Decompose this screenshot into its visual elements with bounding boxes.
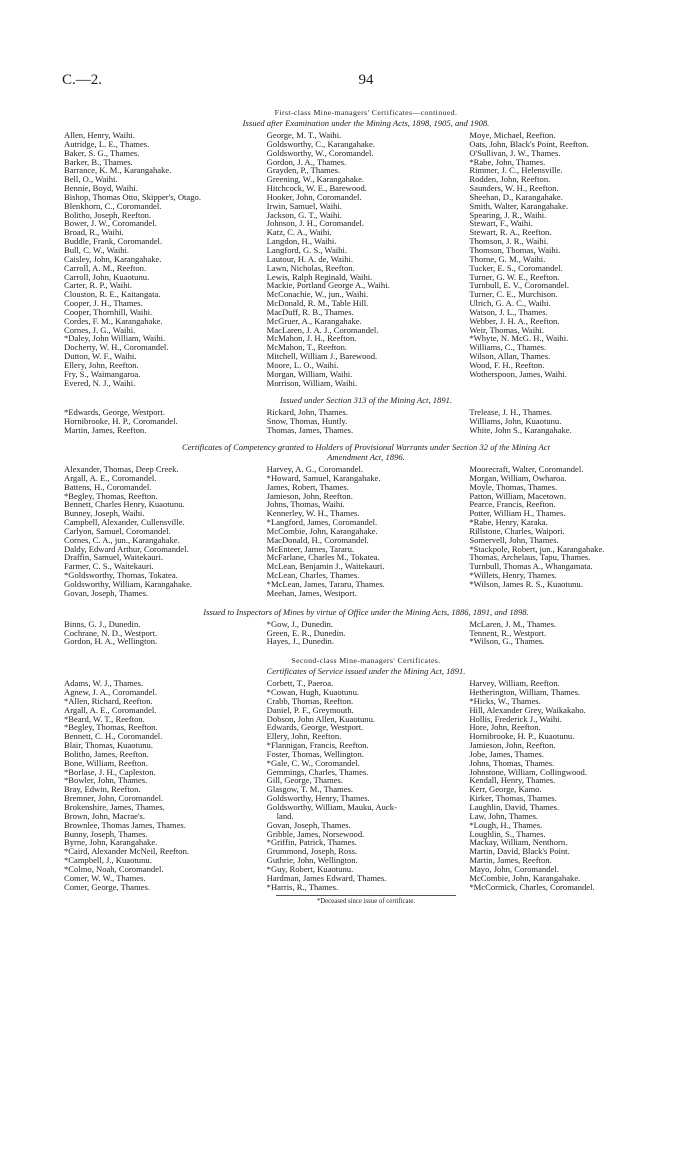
name-columns (62, 408, 670, 435)
list-item: *Edwards, George, Westport. (64, 407, 165, 418)
list-item: Ellery, John, Reefton. (266, 731, 342, 742)
list-item: *Goldsworthy, Thomas, Tokatea. (64, 570, 178, 581)
list-item: Corbett, T., Paeroa. (266, 678, 334, 689)
list-item: Lautour, H. A. de, Waihi. (266, 253, 354, 264)
footnote: *Deceased since issue of certificate. (316, 898, 416, 906)
list-item: Webber, J. H. A., Reefton. (469, 315, 560, 326)
name-columns (62, 131, 670, 387)
list-item: Loughlin, S., Thames. (469, 828, 546, 839)
list-item: Gordon, H. A., Wellington. (64, 636, 158, 647)
list-item: *Gow, J., Dunedin. (266, 618, 333, 629)
list-item: Wotherspoon, James, Waihi. (469, 368, 567, 379)
list-item: *Rabe, John, Thames. (469, 156, 546, 167)
list-item: *Daley, John William, Waihi. (64, 333, 166, 344)
footnote-rule (276, 895, 456, 896)
list-item: Lawn, Nicholas, Reefton. (266, 262, 355, 273)
list-item: Evered, N. J., Waihi. (64, 377, 136, 388)
list-item: Morrison, William, Waihi. (266, 377, 358, 388)
list-item: Stewart, R. A., Reefton. (469, 227, 552, 238)
name-column (467, 408, 670, 435)
list-item: Williams, John, Kuaotunu. (469, 416, 562, 427)
list-item: Bishop, Thomas Otto, Skipper's, Otago. (64, 191, 201, 202)
list-item: *Begley, Thomas, Reefton. (64, 722, 158, 733)
list-item: *Gale, C. W., Coromandel. (266, 757, 360, 768)
list-item: Autridge, L. E., Thames. (64, 138, 150, 149)
certificate-section (62, 395, 670, 435)
list-item: Law, John, Thames. (469, 810, 539, 821)
list-item: Broad, R., Waihi. (64, 227, 124, 238)
list-item: Gill, George, Thames. (266, 775, 343, 786)
list-item: Bell, O., Waihi. (64, 174, 118, 185)
list-item: Rillstone, Charles, Waipori. (469, 525, 565, 536)
document-code: C.—2. (62, 72, 103, 88)
list-item: Moyle, Thomas, Thames. (469, 481, 558, 492)
list-item: *Willets, Henry, Thames. (469, 570, 557, 581)
list-item: *Stackpole, Robert, jun., Karangahake. (469, 543, 605, 554)
list-item: Pearce, Francis, Reefton. (469, 499, 556, 510)
list-item: Cornes, J. G., Waihi. (64, 324, 136, 335)
list-item: *Griffin, Patrick, Thames. (266, 837, 357, 848)
list-item: White, John S., Karangahake. (469, 425, 572, 436)
list-item: Hayes, J., Dunedin. (266, 636, 334, 647)
list-item: Binns, G. J., Dunedin. (64, 618, 141, 629)
list-item: Thomson, Thomas, Waihi. (469, 244, 561, 255)
list-item: Goldsworthy, William, Karangahake. (64, 578, 193, 589)
list-item: Comer, W. W., Thames. (64, 872, 146, 883)
list-item: Blair, Thomas, Kuaotunu. (64, 740, 154, 751)
list-item: Cooper, Thornhill, Waihi. (64, 306, 153, 317)
list-item: Meehan, James, Westport. (266, 587, 357, 598)
list-item: Johnstone, William, Collingwood. (469, 766, 588, 777)
list-item: *McLean, James, Tararu, Thames. (266, 578, 385, 589)
list-item: McDonald, R. M., Table Hill. (266, 298, 369, 309)
list-item: Docherty, W. H., Coromandel. (64, 342, 169, 353)
list-item: *Allen, Richard, Reefton. (64, 695, 153, 706)
list-item: Gordon, J. A., Thames. (266, 156, 347, 167)
list-item: Laughlin, David, Thames. (469, 802, 560, 812)
section-subheading-cont: Amendment Act, 1896. (327, 452, 405, 462)
list-item: Bunney, Joseph, Waihi. (64, 508, 145, 519)
list-item: Bunny, Joseph, Thames. (64, 828, 148, 839)
list-item: MacDonald, H., Coromandel. (266, 534, 369, 545)
list-item: Govan, Joseph, Thames. (64, 587, 149, 598)
list-item: McLaren, J. M., Thames. (469, 618, 557, 629)
certificate-section (62, 442, 670, 598)
list-item: Cordes, F. M., Karangahake. (64, 315, 163, 326)
list-item: Morgan, William, Waihi. (266, 368, 353, 379)
list-item: Carter, R. P., Waihi. (64, 280, 133, 291)
name-column (62, 408, 265, 435)
list-item: Martin, David, Black's Point. (469, 846, 570, 857)
name-column (62, 465, 265, 598)
list-item: Hornibrooke, H. P., Coromandel. (64, 416, 178, 427)
section-subheading: Certificates of Service issued under the Mining Act, 1891. (266, 666, 466, 677)
name-column (265, 679, 468, 891)
list-item: Bennie, Boyd, Waihi. (64, 183, 138, 194)
list-item: Greening, W., Karangahake. (266, 174, 365, 185)
list-item: *Borlase, J. H., Capleston. (64, 766, 156, 777)
list-item: Jackson, G. T., Waihi. (266, 209, 342, 220)
list-item: Hitchcock, W. E., Barewood. (266, 183, 367, 194)
list-item: Foster, Thomas, Wellington. (266, 748, 364, 759)
list-item: Ulrich, G. A. C., Waihi. (469, 298, 551, 309)
list-item: McMahon, J. H., Reefton. (266, 333, 357, 344)
list-item: McCombie, John, Karangahake. (469, 872, 581, 883)
section-heading: First-class Mine-managers' Certificates—continued. (274, 108, 458, 117)
list-item: Hill, Alexander Grey, Waikakaho. (469, 704, 586, 715)
list-item: Spearing, J. R., Waihi. (469, 209, 547, 220)
list-item: Farmer, C. S., Waitekauri. (64, 561, 154, 572)
list-item: Kennerley, W. H., Thames. (266, 508, 360, 519)
list-item: Rickard, John, Thames. (266, 407, 348, 418)
list-item: Stewart, F., Waihi. (469, 218, 533, 229)
list-item: Rodden, John, Reefton. (469, 174, 551, 185)
list-item: Crabb, Thomas, Reefton. (266, 695, 354, 706)
list-item: Ellery, John, Reefton. (64, 359, 139, 370)
list-item: Goldsworthy, William, Mauku, Auck- (266, 802, 397, 812)
list-item: *Wilson, G., Thames. (469, 636, 545, 647)
list-item: *Langford, James, Coromandel. (266, 517, 378, 528)
list-item: Gribble, James, Norsewood. (266, 828, 365, 839)
list-item: Snow, Thomas, Huntly. (266, 416, 348, 427)
list-item: *Flannigan, Francis, Reefton. (266, 740, 369, 751)
name-column (265, 408, 468, 435)
list-item: McLean, Benjamin J., Waitekauri. (266, 561, 385, 572)
list-item: Hornibrooke, H. P., Kuaotunu. (469, 731, 575, 742)
list-item: Jamieson, John, Reefton. (469, 740, 556, 751)
list-item: Thomas, Archelaus, Tapu, Thames. (469, 552, 591, 563)
section-subheading: Issued to Inspectors of Mines by virtue of Office under the Mining Acts, 1886, 1891, and 1898. (203, 606, 529, 617)
list-item: James, Robert, Thames. (266, 481, 349, 492)
list-item: *Whyte, N. McG. H., Waihi. (469, 333, 569, 344)
list-item: Byrne, John, Karangahake. (64, 837, 158, 848)
list-item: Johns, Thomas, Waihi. (266, 499, 345, 510)
list-item: Turner, C. E., Murchison. (469, 289, 558, 300)
name-columns (62, 620, 670, 647)
list-item: Bennett, Charles Henry, Kuaotunu. (64, 499, 185, 510)
list-item: *Caird, Alexander McNeil, Reefton. (64, 846, 190, 857)
list-item: Clouston, R. E., Kaitangata. (64, 289, 161, 300)
list-item: Kendall, Henry, Thames. (469, 775, 556, 786)
list-item: Johns, Thomas, Thames. (469, 757, 555, 768)
name-columns (62, 679, 670, 891)
list-item: Grayden, P., Thames. (266, 165, 341, 176)
list-item: *Begley, Thomas, Reefton. (64, 490, 158, 501)
list-item: Johnson, J. H., Coromandel. (266, 218, 365, 229)
list-item: Rimmer, J. C., Helensville. (469, 165, 563, 176)
list-item: land. (276, 810, 294, 821)
list-item: Sheehan, D., Karangahake. (469, 191, 563, 202)
list-item: Grummond, Joseph, Ross. (266, 846, 358, 857)
name-column (62, 679, 265, 891)
list-item: *Bowler, John, Thames. (64, 775, 148, 786)
list-item: Bremner, John, Coromandel. (64, 793, 164, 804)
list-item: Adams, W. J., Thames. (64, 678, 144, 689)
list-item: Guthrie, John, Wellington. (266, 855, 358, 866)
list-item: Barker, B., Thames. (64, 156, 133, 167)
list-item: *McCormick, Charles, Coromandel. (469, 881, 595, 892)
list-item: Comer, George, Thames. (64, 881, 150, 892)
list-item: Hore, John, Reefton. (469, 722, 541, 733)
list-item: Goldsworthy, Henry, Thames. (266, 793, 370, 804)
list-item: Somervell, John, Thames. (469, 534, 559, 545)
list-item: Campbell, Alexander, Cullensville. (64, 517, 185, 528)
name-column (467, 465, 670, 598)
list-item: Daldy, Edward Arthur, Coromandel. (64, 543, 189, 554)
list-item: Harvey, A. G., Coromandel. (266, 464, 364, 474)
page-header (62, 72, 670, 92)
list-item: Trelease, J. H., Thames. (469, 407, 552, 418)
list-item: Cornes, C. A., jun., Karangahake. (64, 534, 180, 545)
list-item: Mayo, John, Coromandel. (469, 863, 559, 874)
list-item: MacDuff, R. B., Thames. (266, 306, 354, 317)
list-item: Hardman, James Edward, Thames. (266, 872, 387, 883)
list-item: Tennent, R., Westport. (469, 627, 547, 638)
list-item: Draffin, Samuel, Waitekauri. (64, 552, 163, 563)
name-column (62, 131, 265, 387)
list-item: Cochrane, N. D., Westport. (64, 627, 158, 638)
list-item: Daniel, P. F., Greymouth. (266, 704, 354, 715)
list-item: Martin, James, Reefton. (469, 855, 552, 866)
list-item: Harvey, William, Reefton. (469, 678, 560, 689)
list-item: Gemmings, Charles, Thames. (266, 766, 369, 777)
list-item: *Hicks, W., Thames. (469, 695, 541, 706)
list-item: Watson, J. L., Thames. (469, 306, 548, 317)
list-item: Smith, Walter, Karangahake. (469, 200, 569, 211)
list-item: McMahon, T., Reefton. (266, 342, 348, 353)
list-item: Moorecraft, Walter, Coromandel. (469, 464, 584, 474)
list-item: Cooper, J. H., Thames. (64, 298, 143, 309)
list-item: *Beard, W. T., Reefton. (64, 713, 145, 724)
list-item: Lewis, Ralph Reginald, Waihi. (266, 271, 373, 282)
list-item: Carroll, A. M., Reefton. (64, 262, 147, 273)
list-item: Buddle, Frank, Coromandel. (64, 236, 163, 247)
list-item: Argall, A. E., Coromandel. (64, 704, 157, 715)
list-item: Goldsworthy, W., Coromandel. (266, 147, 374, 158)
list-item: Mitchell, William J., Barewood. (266, 351, 378, 362)
list-item: McCombie, John, Karangahake. (266, 525, 378, 536)
list-item: Bolitho, Joseph, Reefton. (64, 209, 152, 220)
list-item: Allen, Henry, Waihi. (64, 130, 135, 140)
list-item: Thomson, J. R., Waihi. (469, 236, 549, 247)
list-item: Brokenshire, James, Thames. (64, 802, 165, 812)
certificate-section (62, 108, 670, 387)
list-item: Dutton, W. F., Waihi. (64, 351, 137, 362)
list-item: Caisley, John, Karangahake. (64, 253, 162, 264)
list-item: Dobson, John Allen, Kuaotunu. (266, 713, 376, 724)
list-item: Mackay, William, Nenthorn. (469, 837, 568, 848)
list-item: Langdon, H., Waihi. (266, 236, 337, 247)
list-item: Alexander, Thomas, Deep Creek. (64, 464, 179, 474)
list-item: Fry, S., Waimangaroa. (64, 368, 141, 379)
list-item: Brownlee, Thomas James, Thames. (64, 819, 186, 830)
list-item: Wilson, Allan, Thames. (469, 351, 551, 362)
name-column (265, 131, 468, 387)
name-columns (62, 465, 670, 598)
list-item: Green, E. R., Dunedin. (266, 627, 346, 638)
list-item: Jamieson, John, Reefton. (266, 490, 353, 501)
list-item: *Colmo, Noah, Coromandel. (64, 863, 164, 874)
list-item: *Guy, Robert, Kuaotunu. (266, 863, 354, 874)
list-item: Baker, S. G., Thames. (64, 147, 140, 158)
list-item: Turnbull, Thomas A., Whangamata. (469, 561, 593, 572)
list-item: Bower, J. W., Coromandel. (64, 218, 157, 229)
list-item: MacLaren, J. A. J., Coromandel. (266, 324, 379, 335)
list-item: Bolitho, James, Reefton. (64, 748, 149, 759)
list-item: Agnew, J. A., Coromandel. (64, 687, 158, 698)
list-item: Carroll, John, Kuaotunu. (64, 271, 150, 282)
list-item: Thomas, James, Thames. (266, 425, 354, 436)
list-item: George, M. T., Waihi. (266, 130, 342, 140)
list-item: Moore, L. O., Waihi. (266, 359, 339, 370)
name-column (467, 131, 670, 387)
name-column (467, 679, 670, 891)
list-item: Moye, Michael, Reefton. (469, 130, 556, 140)
list-item: Mackie, Portland George A., Waihi. (266, 280, 390, 291)
list-item: Bone, William, Reefton. (64, 757, 148, 768)
list-item: Govan, Joseph, Thames. (266, 819, 351, 830)
list-item: Hetherington, William, Thames. (469, 687, 581, 698)
list-item: Morgan, William, Owharoa. (469, 472, 567, 483)
list-item: McConachie, W., jun., Waihi. (266, 289, 369, 300)
list-item: Brown, John, Macrae's. (64, 810, 146, 821)
list-item: Langford, G. S., Waihi. (266, 244, 347, 255)
list-item: McGruer, A., Karangahake. (266, 315, 362, 326)
list-item: Oats, John, Black's Point, Reefton. (469, 138, 589, 149)
list-item: Thorne, G. M., Waihi. (469, 253, 546, 264)
list-item: Argall, A. E., Coromandel. (64, 472, 157, 483)
page-number: 94 (358, 72, 374, 88)
list-item: *Cowan, Hugh, Kuaotunu. (266, 687, 360, 698)
name-column (265, 465, 468, 598)
list-item: *Campbell, J., Kuaotunu. (64, 855, 152, 866)
section-subheading: Issued after Examination under the Mining Acts, 1898, 1905, and 1908. (242, 118, 490, 128)
section-subheading: Certificates of Competency granted to Holders of Provisional Warrants under Section 32 of the Mining Act (182, 442, 550, 452)
list-item: *Howard, Samuel, Karangahake. (266, 472, 381, 483)
list-item: Wood, F. H., Reefton. (469, 359, 545, 370)
list-item: Blenkhorn, C., Coromandel. (64, 200, 162, 211)
list-item: *Wilson, James R. S., Kuaotunu. (469, 578, 583, 589)
list-item: Glasgow, T. M., Thames. (266, 784, 353, 795)
list-item: Barrance, K. M., Karangahake. (64, 165, 172, 176)
certificate-listing (62, 108, 670, 905)
list-item: Williams, C., Thames. (469, 342, 547, 353)
list-item: Patton, William, Macetown. (469, 490, 566, 501)
list-item: Kirker, Thomas, Thames. (469, 793, 557, 804)
list-item: Battens, H., Coromandel. (64, 481, 152, 492)
certificate-section (62, 656, 670, 891)
list-item: Saunders, W. H., Reefton. (469, 183, 559, 194)
list-item: *Lough, H., Thames. (469, 819, 543, 830)
list-item: Jobe, James, Thames. (469, 748, 544, 759)
name-column (265, 620, 468, 647)
name-column (467, 620, 670, 647)
list-item: Weir, Thomas, Waihi. (469, 324, 544, 335)
section-heading: Second-class Mine-managers' Certificates. (291, 656, 441, 666)
list-item: Martin, James, Reefton. (64, 425, 147, 436)
list-item: Turner, G. W. E., Reefton. (469, 271, 560, 282)
list-item: McEnteer, James, Tararu. (266, 543, 355, 554)
section-subheading: Issued under Section 313 of the Mining Act, 1891. (279, 395, 453, 406)
list-item: Katz, C. A., Waihi. (266, 227, 332, 238)
list-item: Bray, Edwin, Reefton. (64, 784, 141, 795)
list-item: Bull, C. W., Waihi. (64, 244, 130, 255)
list-item: McLean, Charles, Thames. (266, 570, 360, 581)
list-item: Carlyon, Samuel, Coromandel. (64, 525, 171, 536)
list-item: Bennett, C. H., Coromandel. (64, 731, 163, 742)
list-item: Tucker, E. S., Coromandel. (469, 262, 563, 273)
list-item: Hollis, Frederick J., Waihi. (469, 713, 562, 724)
list-item: Goldsworthy, C., Karangahake. (266, 138, 375, 149)
list-item: Kerr, George, Kamo. (469, 784, 542, 795)
list-item: *Rabe, Henry, Karaka. (469, 517, 548, 528)
name-column (62, 620, 265, 647)
certificate-section (62, 607, 670, 647)
list-item: Edwards, George, Westport. (266, 722, 364, 733)
list-item: O'Sullivan, J. W., Thames. (469, 147, 561, 158)
list-item: *Harris, R., Thames. (266, 881, 339, 892)
list-item: McFarlane, Charles M., Tokatea. (266, 552, 380, 563)
list-item: Potter, William H., Thames. (469, 508, 566, 519)
list-item: Irwin, Samuel, Waihi. (266, 200, 342, 211)
list-item: Hooker, John, Coromandel. (266, 191, 362, 202)
list-item: Turnbull, E. V., Coromandel. (469, 280, 569, 291)
